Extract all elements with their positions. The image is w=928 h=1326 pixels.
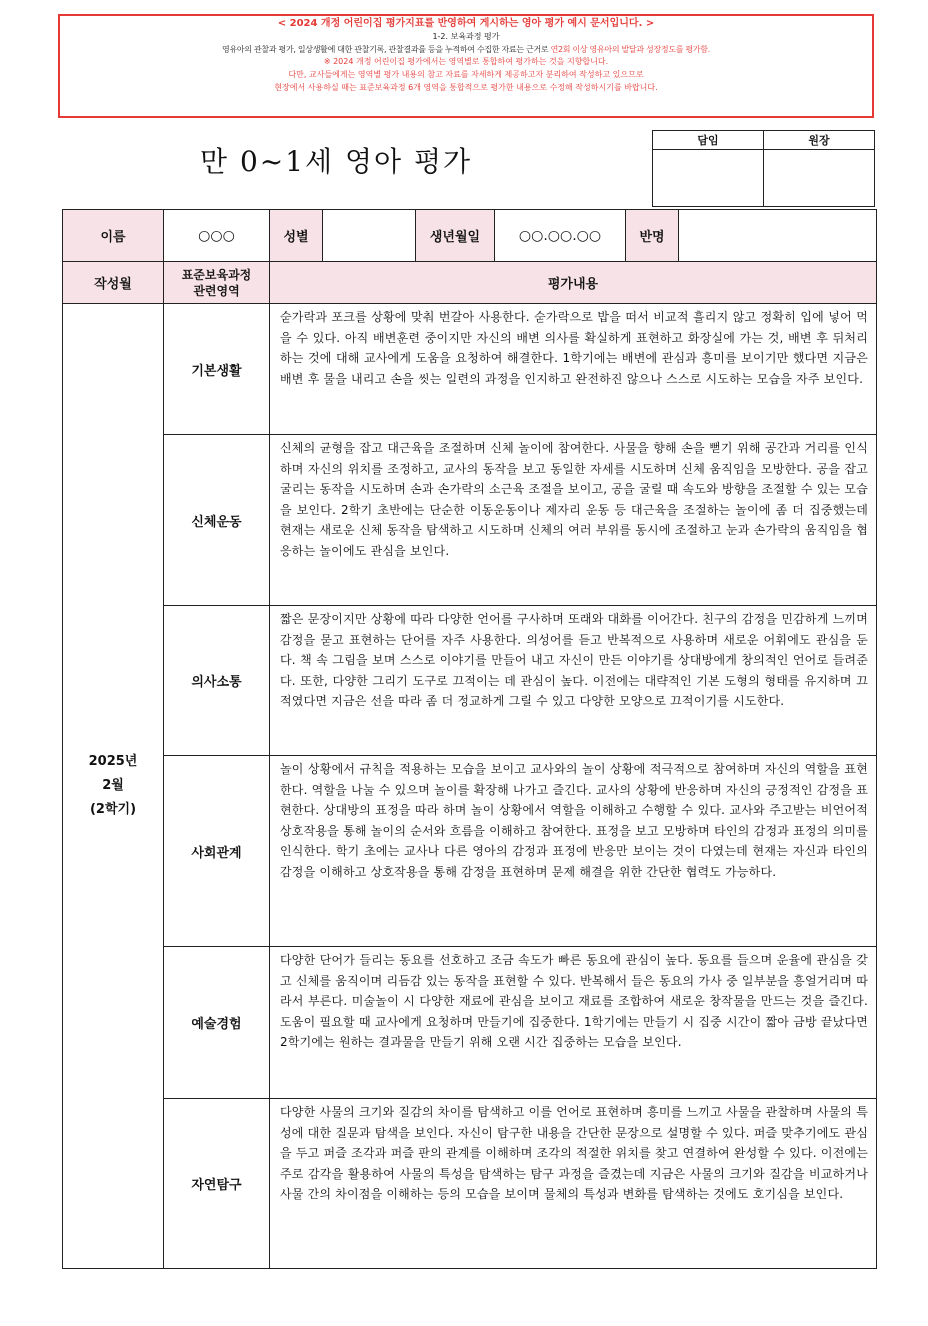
approval-teacher-label: 담임: [653, 131, 764, 150]
area-label-physical: 신체운동: [164, 435, 270, 606]
area-label-nature: 자연탐구: [164, 1099, 270, 1269]
approval-box: [652, 130, 875, 207]
approval-director-label: 원장: [764, 131, 875, 150]
notice-highlight: 연2회 이상 영유아의 발달과 성장정도를 평가함.: [550, 44, 710, 54]
notice-subtitle: 1-2. 보육과정 평가: [432, 31, 500, 41]
area-label-social: 사회관계: [164, 756, 270, 947]
content-basic-life[interactable]: 숟가락과 포크를 상황에 맞춰 번갈아 사용한다. 숟가락으로 밥을 떠서 비교적 흘리지 않고 정확히 입에 넣어 먹을 수 있다. 아직 배변훈련 중이지만 자신의 배변 의사를 확실하게 표현하고 화장실에 가는 것, 배변 후 뒤처리 하는 것에 대해 교사에게 도움을 요청하여 해결한다. 1학기에는 배변에 관심과 흥미를 보이기만 했다면 지금은 배변 후 물을 내리고 손을 씻는 일련의 과정을 인지하고 완전하진 않으나 스스로 시도하는 모습을 자주 보인다.: [270, 304, 877, 435]
area-label-communication: 의사소통: [164, 606, 270, 756]
approval-director-sign[interactable]: [764, 150, 875, 207]
class-value[interactable]: [679, 210, 877, 262]
date-header: 작성월: [63, 262, 164, 304]
content-art[interactable]: 다양한 단어가 들리는 동요를 선호하고 조금 속도가 빠른 동요에 관심이 높다. 동요를 들으며 운율에 관심을 갖고 신체를 움직이며 리듬감 있는 동작을 표현할 수 있다. 반복해서 들은 동요의 가사 중 일부분을 흥얼거리며 따라서 부른다. 미술놀이 시 다양한 재료에 관심을 보이고 재료를 조합하여 새로운 창작물을 만드는 것을 즐긴다. 도움이 필요할 때 교사에게 요청하며 만들기에 집중한다. 1학기에는 만들기 시 집중 시간이 짧아 금방 끝났다면 2학기에는 원하는 결과물을 만들기 위해 오랜 시간 집중하는 모습을 보인다.: [270, 947, 877, 1099]
birth-value[interactable]: ○○.○○.○○: [495, 210, 626, 262]
birth-label: 생년월일: [416, 210, 495, 262]
notice-line-5: 현장에서 사용하실 때는 표준보육과정 6개 영역을 통합적으로 평가한 내용으로 수정해 작성하시기를 바랍니다.: [274, 82, 658, 92]
content-communication[interactable]: 짧은 문장이지만 상황에 따라 다양한 언어를 구사하며 또래와 대화를 이어간다. 친구의 감정을 민감하게 느끼며 감정을 묻고 표현하는 단어를 자주 사용한다. 의성어를 듣고 반복적으로 사용하며 새로운 어휘에도 관심을 둔다. 책 속 그림을 보며 스스로 이야기를 만들어 내고 자신이 만든 이야기를 상대방에게 창의적인 언어로 들려준다. 또한, 다양한 그리기 도구로 끄적이는 데 관심이 높다. 이전에는 대략적인 기본 도형의 형태를 유지하며 끄적였다면 지금은 선을 따라 좀 더 정교하게 그릴 수 있고 다양한 모양으로 끄적이기를 시도한다.: [270, 606, 877, 756]
area-header: 표준보육과정 관련영역: [164, 262, 270, 304]
evaluation-table: [62, 209, 877, 1269]
class-label: 반명: [626, 210, 679, 262]
notice-line-4: 다만, 교사들에게는 영역별 평가 내용의 참고 자료를 자세하게 제공하고자 분리하여 작성하고 있으므로: [288, 70, 644, 80]
gender-value[interactable]: [323, 210, 416, 262]
notice-description-text: 영유아의 관찰과 평가, 일상생활에 대한 관찰기록, 관찰결과를 등을 누적하여 수집한 자료는 근거로: [222, 44, 551, 54]
notice-description: [68, 44, 864, 57]
notice-title: < 2024 개정 어린이집 평가지표를 반영하여 게시하는 영아 평가 예시 문서입니다. >: [277, 18, 655, 29]
notice-line-3: ※ 2024 개정 어린이집 평가에서는 영역별로 통합하여 평가하는 것을 지향합니다.: [323, 57, 609, 67]
name-value[interactable]: ○○○: [164, 210, 270, 262]
area-label-basic-life: 기본생활: [164, 304, 270, 435]
content-nature[interactable]: 다양한 사물의 크기와 질감의 차이를 탐색하고 이를 언어로 표현하며 흥미를 느끼고 사물을 관찰하며 사물의 특성에 대한 질문과 탐색을 보인다. 자신이 탐구한 내용을 간단한 문장으로 설명할 수 있다. 퍼즐 맞추기에도 관심을 두고 퍼즐 조각과 퍼즐 판의 관계를 이해하며 조각의 적절한 위치를 찾고 연결하여 완성할 수 있다. 이전에는 주로 감각을 활용하여 사물의 특성을 탐색하는 탐구 과정을 즐겼는데 지금은 사물의 크기와 질감을 비교하거나 사물 간의 차이점을 이해하는 등의 모습을 보이며 물체의 특성과 변화를 탐색하는 것에도 호기심을 보인다.: [270, 1099, 877, 1269]
content-header: 평가내용: [270, 262, 877, 304]
content-social[interactable]: 놀이 상황에서 규칙을 적용하는 모습을 보이고 교사와의 놀이 상황에 적극적으로 참여하며 자신의 역할을 표현한다. 역할을 나눌 수 있으며 놀이를 확장해 나가고 즐긴다. 교사의 상황에 반응하며 자신의 긍정적인 감정을 표현한다. 상대방의 표정을 따라 하며 놀이 상황에서 역할을 이해하고 수행할 수 있다. 교사와 주고받는 비언어적 상호작용을 통해 놀이의 순서와 흐름을 이해하고 참여한다. 표정을 보고 모방하며 타인의 감정과 표정의 의미를 인식한다. 학기 초에는 교사나 다른 영아의 감정과 표정에 반응만 보이는 것이 다였는데 현재는 자신과 타인의 감정을 이해하고 상호작용을 통해 감정을 표현하며 문제 해결을 위한 간단한 협력도 가능하다.: [270, 756, 877, 947]
page-title: 만 0~1세 영아 평가: [200, 145, 473, 178]
notice-box: [58, 14, 874, 118]
evaluation-period: 2025년 2월 (2학기): [63, 304, 164, 1269]
content-physical[interactable]: 신체의 균형을 잡고 대근육을 조절하며 신체 놀이에 참여한다. 사물을 향해 손을 뻗기 위해 공간과 거리를 인식하며 자신의 위치를 조정하고, 교사의 동작을 보고 동일한 자세를 시도하며 신체 움직임을 모방한다. 공을 잡고 굴리는 동작을 시도하며 손과 손가락의 소근육 조절을 보이고, 공을 굴릴 때 속도와 방향을 조절할 수 있는 모습을 보인다. 2학기 초반에는 단순한 이동운동이나 제자리 운동 등 대근육을 조절하는 놀이에 좀 더 집중했는데 현재는 새로운 신체 동작을 탐색하고 시도하며 신체의 여러 부위를 동시에 조절하고 눈과 손가락의 움직임을 협응하는 놀이에도 관심을 보인다.: [270, 435, 877, 606]
name-label: 이름: [63, 210, 164, 262]
approval-teacher-sign[interactable]: [653, 150, 764, 207]
gender-label: 성별: [270, 210, 323, 262]
area-label-art: 예술경험: [164, 947, 270, 1099]
